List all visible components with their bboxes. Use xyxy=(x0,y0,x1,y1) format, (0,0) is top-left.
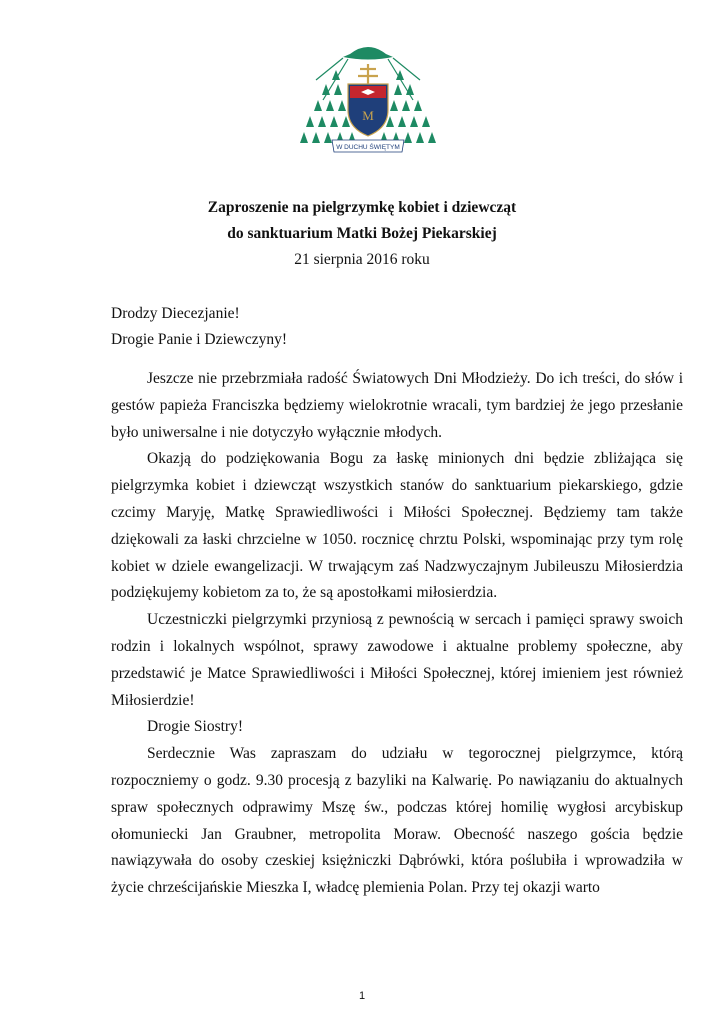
letter-date: 21 sierpnia 2016 roku xyxy=(294,251,430,268)
motto-banner xyxy=(332,140,404,152)
title-line-1: Zaproszenie na pielgrzymkę kobiet i dziewcząt xyxy=(207,199,517,216)
paragraph-3: Uczestniczki pielgrzymki przyniosą z pewnością w sercach i pamięci sprawy swoich rodzin i lokalnych wspólnot, sprawy zawodowe i aktualne problemy społeczne, aby przedstawić je Matce Sprawiedliwości i Miłości Społecznej, której imieniem jest również Miłosierdzie! xyxy=(111,611,683,709)
coat-of-arms xyxy=(298,40,438,158)
greeting-line-2: Drogie Panie i Dziewczyny! xyxy=(111,331,288,348)
paragraph-4: Drogie Siostry! xyxy=(147,718,244,736)
letter-body xyxy=(111,366,683,902)
paragraph-5: Serdecznie Was zapraszam do udziału w tegorocznej pielgrzymce, którą rozpoczniemy o godz. 9.30 procesją z bazyliki na Kalwarię. Po nawiązaniu do aktualnych spraw społecznych odprawimy Mszę św., podczas której homilię wygłosi arcybiskup ołomuniecki Jan Graubner, metropolita Moraw. Obecność naszego gościa będzie nawiązywała do osoby czeskiej księżniczki Dąbrówki, która poślubiła i wprowadziła w życie chrześcijańskie Mieszka I, władcę plemienia Polan. Przy tej okazji warto xyxy=(111,745,683,897)
page-number: 1 xyxy=(358,990,366,1002)
cross-icon xyxy=(358,64,378,86)
greeting-line-1: Drodzy Diecezjanie! xyxy=(111,305,240,322)
shield xyxy=(348,84,388,136)
title-line-2: do sanktuarium Matki Bożej Piekarskiej xyxy=(227,225,497,242)
svg-text:M: M xyxy=(362,108,374,123)
paragraph-2: Okazją do podziękowania Bogu za łaskę minionych dni będzie zbliżająca się pielgrzymka kobiet i dziewcząt wszystkich stanów do sanktuarium piekarskiego, gdzie czcimy Maryję, Matkę Sprawiedliwości i Miłości Społecznej. Będziemy tam także dziękowali za łaski chrzcielne w 1050. rocznicę chrztu Polski, wspominając przy tym rolę kobiet w dziele ewangelizacji. W trwającym zaś Nadzwyczajnym Jubileuszu Miłosierdzia podziękujemy kobietom za to, że są apostołkami miłosierdzia. xyxy=(111,450,683,602)
paragraph-1: Jeszcze nie przebrzmiała radość Światowych Dni Młodzieży. Do ich treści, do słów i gestów papieża Franciszka będziemy wielokrotnie wracali, tym bardziej że jego przesłanie było uniwersalne i nie dotyczyło wyłącznie młodych. xyxy=(111,370,683,441)
motto-text: W DUCHU ŚWIĘTYM xyxy=(336,144,400,151)
